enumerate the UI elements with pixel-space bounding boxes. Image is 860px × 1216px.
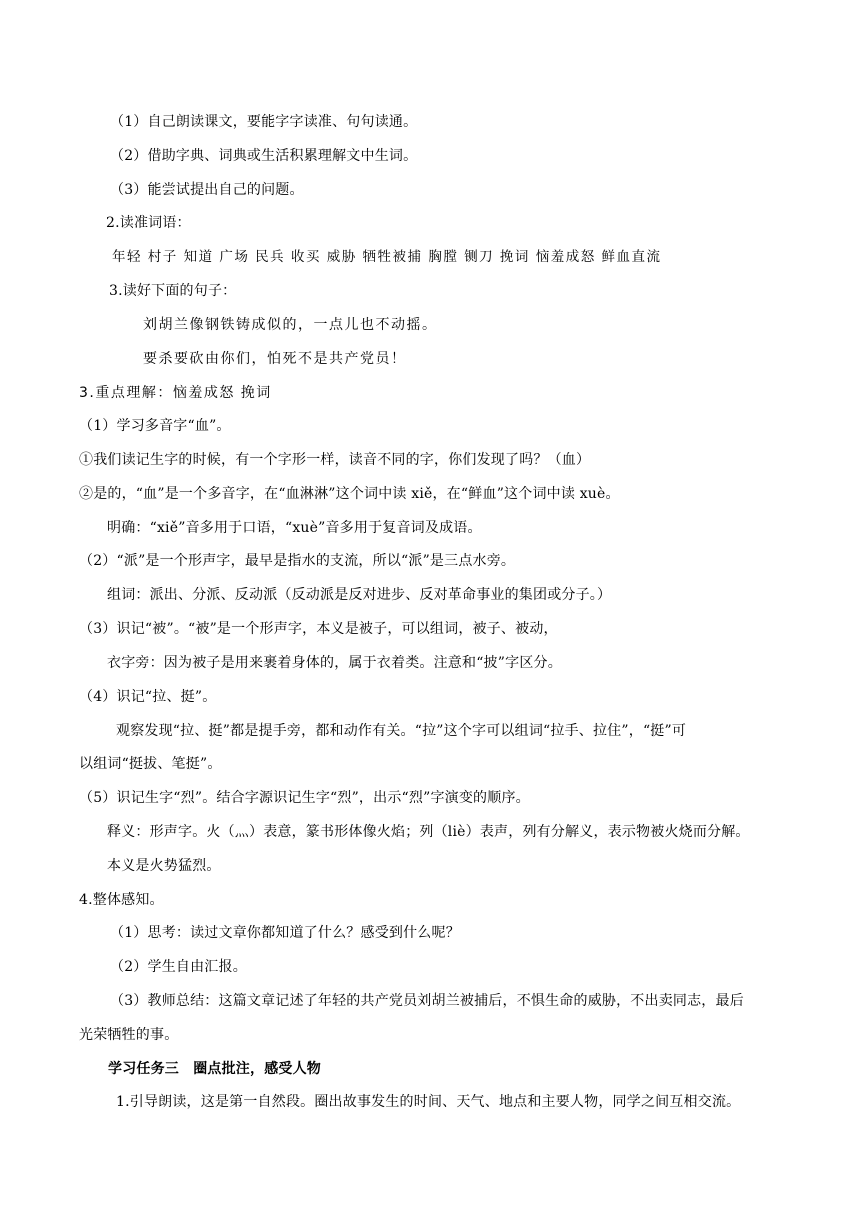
task-item-1: （1）自己朗读课文，要能字字读准、句句读通。 bbox=[110, 114, 418, 130]
paragraph: 组词：派出、分派、反动派（反动派是反对进步、反对革命事业的集团或分子。） bbox=[107, 587, 612, 603]
paragraph: 以组词“挺拔、笔挺”。 bbox=[79, 756, 222, 772]
paragraph: 1.引导朗读，这是第一自然段。圈出故事发生的时间、天气、地点和主要人物，同学之间互相交流。 bbox=[116, 1094, 741, 1110]
paragraph: （1）思考：读过文章你都知道了什么？感受到什么呢？ bbox=[110, 925, 460, 941]
item-bei: （3）识记“被”。“被”是一个形声字，本义是被子，可以组词，被子、被动， bbox=[79, 621, 558, 637]
task-item-3: （3）能尝试提出自己的问题。 bbox=[110, 182, 304, 198]
paragraph: 释义：形声字。火（灬）表意，篆书形体像火焰；列（liè）表声，列有分解义，表示物被火烧而分解。 bbox=[107, 824, 750, 840]
section-overall-perception: 4.整体感知。 bbox=[79, 892, 164, 908]
section-key-understanding: 3.重点理解：恼羞成怒 挽词 bbox=[79, 385, 272, 401]
item-polyphone: （1）学习多音字“血”。 bbox=[79, 418, 231, 434]
paragraph: （2）学生自由汇报。 bbox=[110, 959, 247, 975]
paragraph: 衣字旁：因为被子是用来裹着身体的，属于衣着类。注意和“披”字区分。 bbox=[107, 655, 562, 671]
paragraph: 观察发现“拉、挺”都是提手旁，都和动作有关。“拉”这个字可以组词“拉手、拉住”，“挺”可 bbox=[116, 723, 687, 739]
item-la-ting: （4）识记“拉、挺”。 bbox=[79, 689, 217, 705]
item-lie: （5）识记生字“烈”。结合字源识记生字“烈”，出示“烈”字演变的顺序。 bbox=[79, 790, 530, 806]
section-read-words: 2.读准词语： bbox=[106, 215, 191, 231]
task-item-2: （2）借助字典、词典或生活积累理解文中生词。 bbox=[110, 148, 418, 164]
word-list: 年轻 村子 知道 广场 民兵 收买 威胁 牺牲被捕 胸膛 铡刀 挽词 恼羞成怒 鲜血直流 bbox=[112, 249, 662, 265]
sentence-1: 刘胡兰像钢铁铸成似的，一点儿也不动摇。 bbox=[143, 317, 438, 333]
paragraph: 明确：“xiě”音多用于口语，“xuè”音多用于复音词及成语。 bbox=[107, 520, 482, 536]
sentence-2: 要杀要砍由你们，怕死不是共产党员！ bbox=[143, 351, 407, 367]
paragraph: 本义是火势猛烈。 bbox=[107, 858, 221, 874]
paragraph: ①我们读记生字的时候，有一个字形一样，读音不同的字，你们发现了吗？（血） bbox=[79, 452, 591, 468]
paragraph: （3）教师总结：这篇文章记述了年轻的共产党员刘胡兰被捕后，不惧生命的威胁，不出卖同志，最后 bbox=[110, 993, 744, 1009]
item-pai: （2）“派”是一个形声字，最早是指水的支流，所以“派”是三点水旁。 bbox=[79, 553, 516, 569]
paragraph: 光荣牺牲的事。 bbox=[79, 1027, 179, 1043]
task-heading: 学习任务三 圈点批注，感受人物 bbox=[108, 1061, 321, 1077]
paragraph: ②是的，“血”是一个多音字，在“血淋淋”这个词中读 xiě，在“鲜血”这个词中读 xuè。 bbox=[79, 486, 620, 502]
section-read-sentences: 3.读好下面的句子： bbox=[109, 283, 237, 299]
